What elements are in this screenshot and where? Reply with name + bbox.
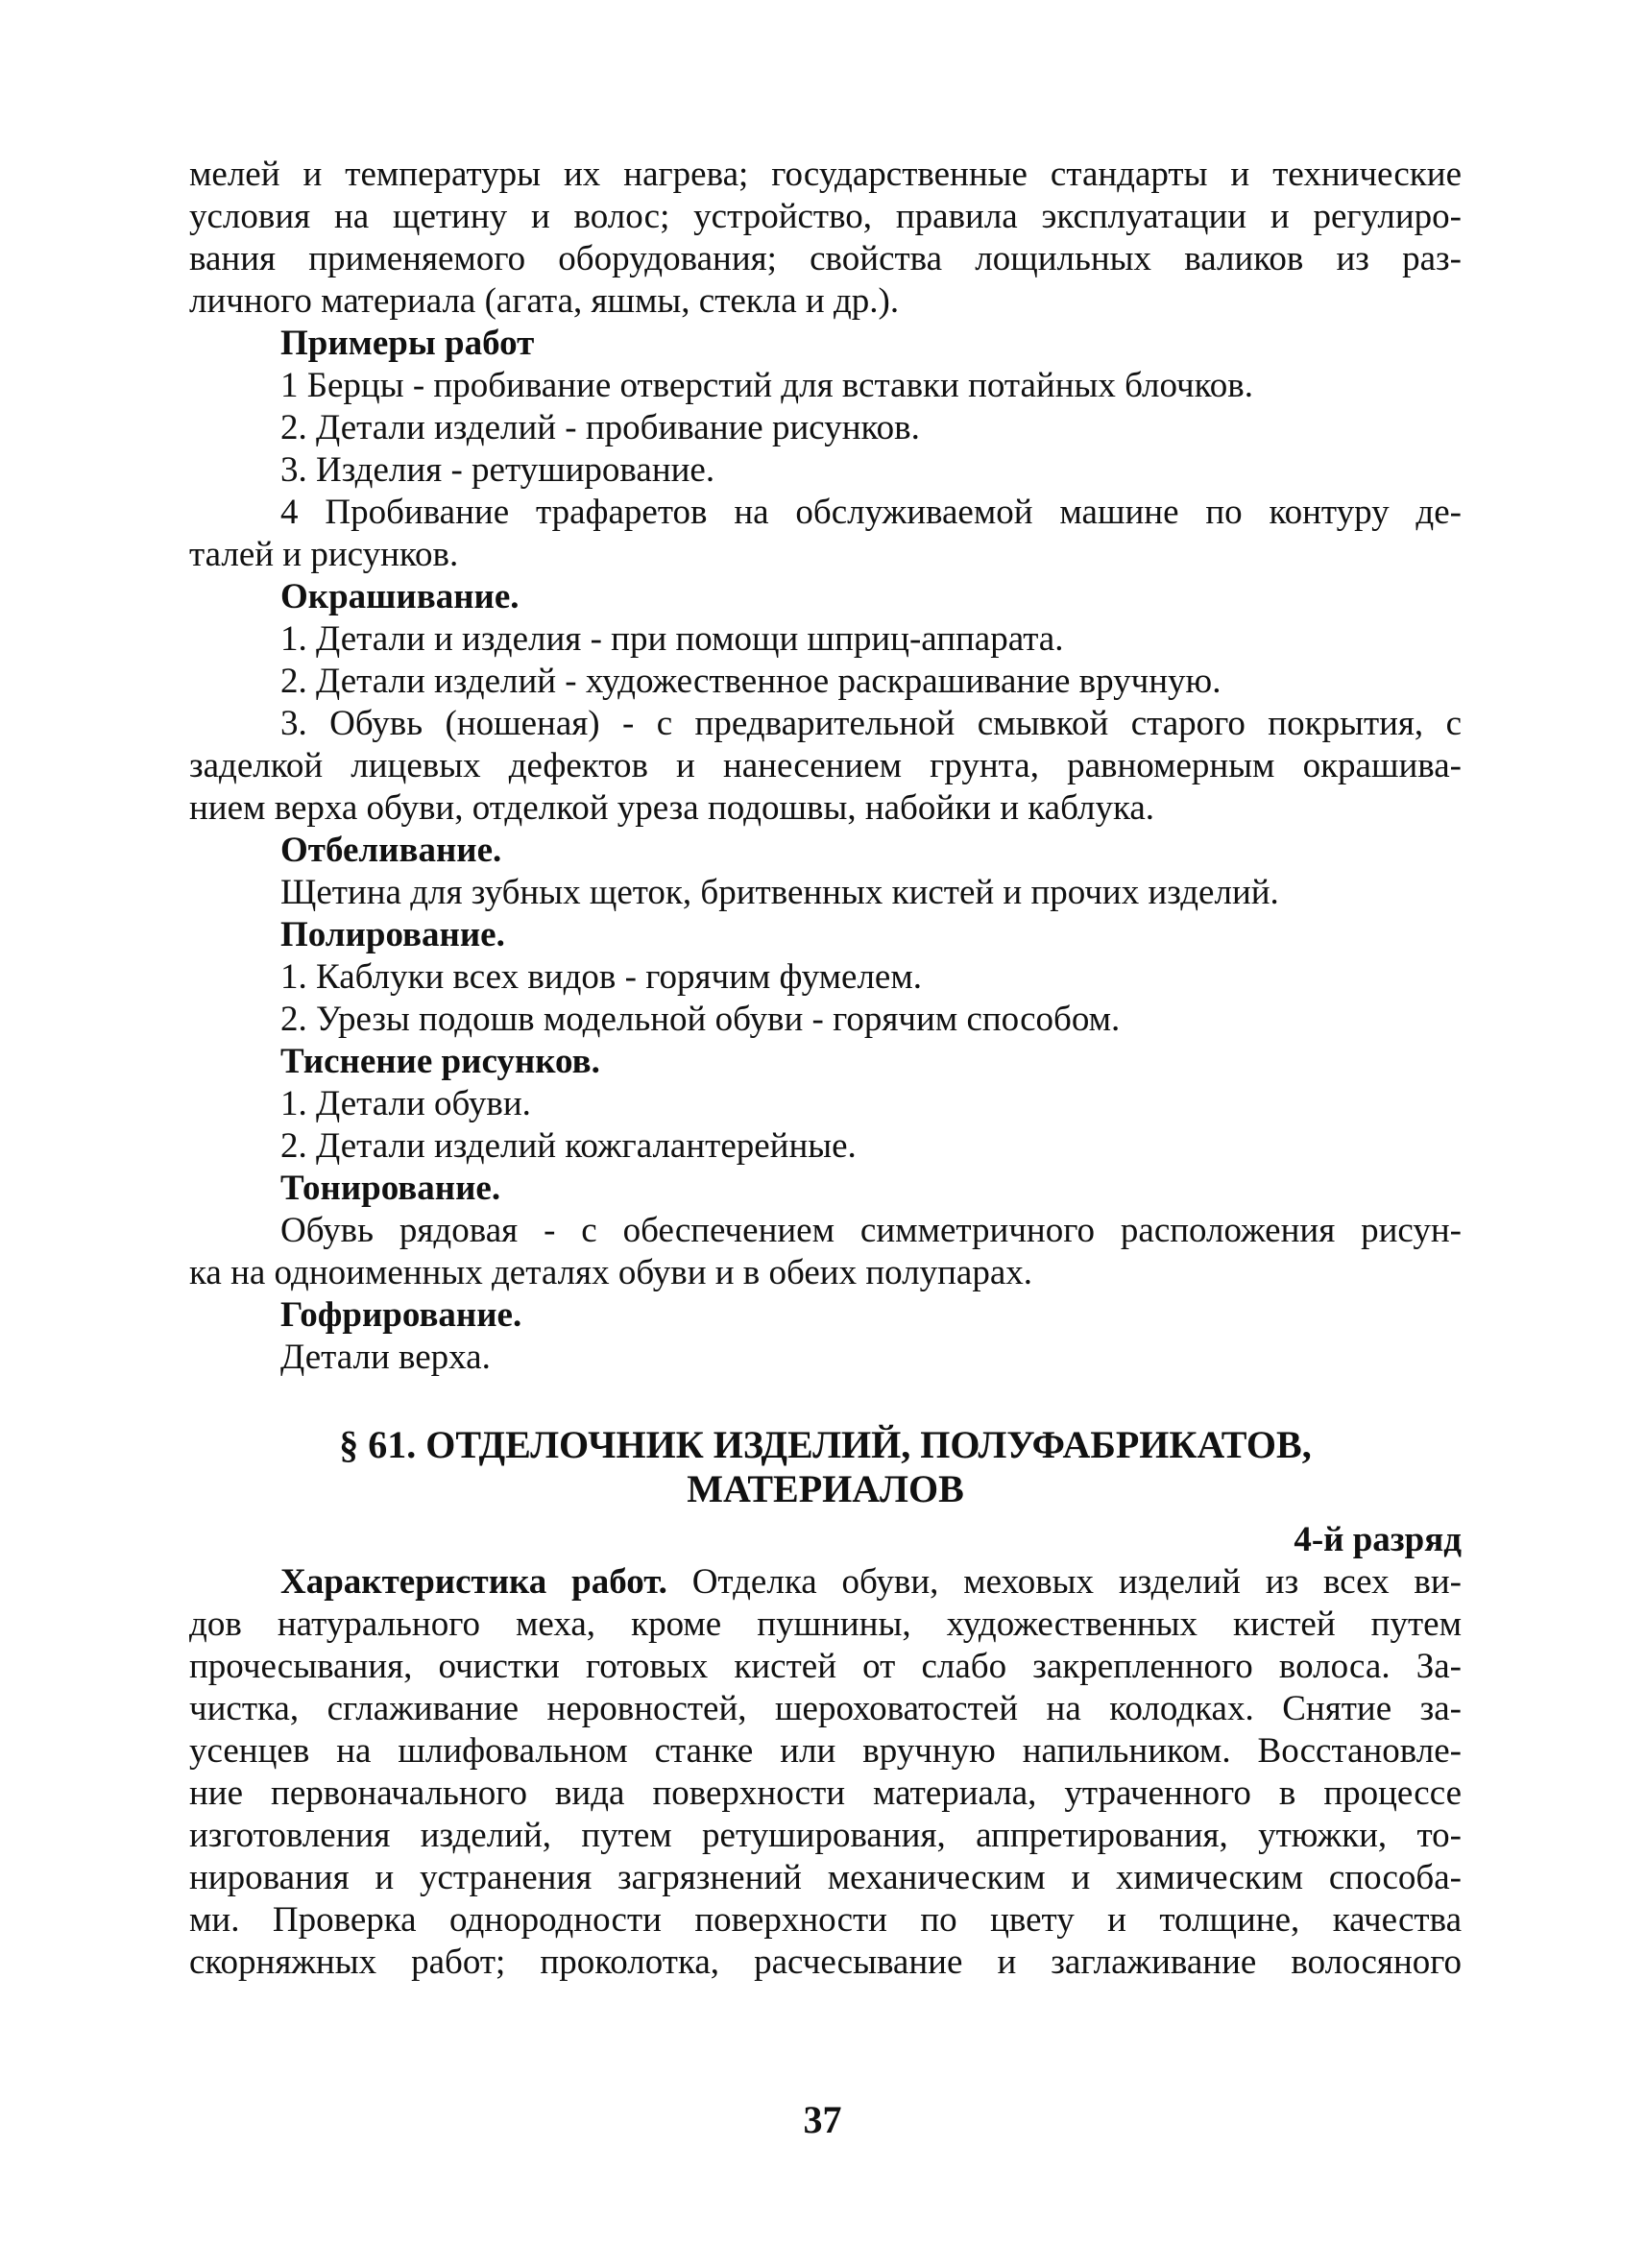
page-number: 37 (803, 2098, 842, 2141)
embossing-item: 2. Детали изделий кожгалантерейные. (280, 1126, 857, 1166)
section-title (189, 1423, 1462, 1511)
examples-heading: Примеры работ (280, 324, 535, 363)
toning-heading: Тонирование. (280, 1169, 501, 1208)
body-line: прочесывания, очистки готовых кистей от слабо закрепленного волоса. За- (189, 1647, 1462, 1686)
characteristic-block (189, 1561, 1462, 1984)
body-line: скорняжных работ; проколотка, расчесывание и заглаживание волосяного (189, 1942, 1462, 1982)
characteristic-text: Отделка обуви, меховых изделий из всех ви- (666, 1562, 1463, 1602)
body-line: изготовления изделий, путем ретуширования, аппретирования, утюжки, то- (189, 1816, 1462, 1855)
body-line: чистка, сглаживание неровностей, шероховатостей на колодках. Снятие за- (189, 1689, 1462, 1728)
body-line: усенцев на шлифовальном станке или вручную напильником. Восстановле- (189, 1731, 1462, 1771)
example-item: 2. Детали изделий - пробивание рисунков. (280, 408, 920, 447)
painting-item: нием верха обуви, отделкой уреза подошвы, набойки и каблука. (189, 788, 1155, 828)
embossing-heading: Тиснение рисунков. (280, 1042, 600, 1081)
toning-item: Обувь рядовая - с обеспечением симметричного расположения рисун- (280, 1211, 1462, 1250)
example-item: 1 Берцы - пробивание отверстий для вставки потайных блочков. (280, 366, 1253, 405)
body-line: дов натурального меха, кроме пушнины, художественных кистей путем (189, 1604, 1462, 1644)
body-line: условия на щетину и волос; устройство, правила эксплуатации и регулиро- (189, 197, 1462, 236)
painting-item: 3. Обувь (ношеная) - с предварительной смывкой старого покрытия, с (280, 704, 1462, 743)
body-line: нирования и устранения загрязнений механическим и химическим способа- (189, 1858, 1462, 1897)
polishing-heading: Полирование. (280, 915, 505, 954)
embossing-item: 1. Детали обуви. (280, 1084, 531, 1123)
body-line: ми. Проверка однородности поверхности по цвету и толщине, качества (189, 1900, 1462, 1940)
body-line: личного материала (агата, яшмы, стекла и др.). (189, 281, 900, 321)
polishing-item: 1. Каблуки всех видов - горячим фумелем. (280, 957, 923, 997)
painting-item: 2. Детали изделий - художественное раскрашивание вручную. (280, 662, 1222, 701)
toning-item: ка на одноименных деталях обуви и в обеих полупарах. (189, 1253, 1033, 1292)
bleaching-heading: Отбеливание. (280, 831, 502, 870)
upper-text-block (189, 154, 1462, 1379)
bleaching-item: Щетина для зубных щеток, бритвенных кистей и прочих изделий. (280, 873, 1279, 912)
body-line: вания применяемого оборудования; свойства лощильных валиков из раз- (189, 239, 1462, 278)
section-title-line: МАТЕРИАЛОВ (687, 1467, 964, 1510)
body-line: мелей и температуры их нагрева; государственные стандарты и технические (189, 155, 1462, 194)
painting-heading: Окрашивание. (280, 577, 520, 616)
characteristic-first-line (189, 1561, 1462, 1604)
example-item: 4 Пробивание трафаретов на обслуживаемой машине по контуру де- (280, 493, 1462, 532)
example-item: талей и рисунков. (189, 535, 459, 574)
corrugating-heading: Гофрирование. (280, 1295, 522, 1335)
characteristic-label: Характеристика работ. (280, 1562, 667, 1602)
body-line: ние первоначального вида поверхности материала, утраченного в процессе (189, 1773, 1462, 1813)
section-title-line: § 61. ОТДЕЛОЧНИК ИЗДЕЛИЙ, ПОЛУФАБРИКАТОВ, (339, 1423, 1312, 1466)
painting-item: заделкой лицевых дефектов и нанесением грунта, равномерным окрашива- (189, 746, 1462, 785)
corrugating-item: Детали верха. (280, 1338, 491, 1377)
grade-label: 4-й разряд (1294, 1520, 1462, 1559)
example-item: 3. Изделия - ретуширование. (280, 450, 715, 490)
polishing-item: 2. Урезы подошв модельной обуви - горячим способом. (280, 1000, 1121, 1039)
painting-item: 1. Детали и изделия - при помощи шприц-аппарата. (280, 619, 1064, 659)
